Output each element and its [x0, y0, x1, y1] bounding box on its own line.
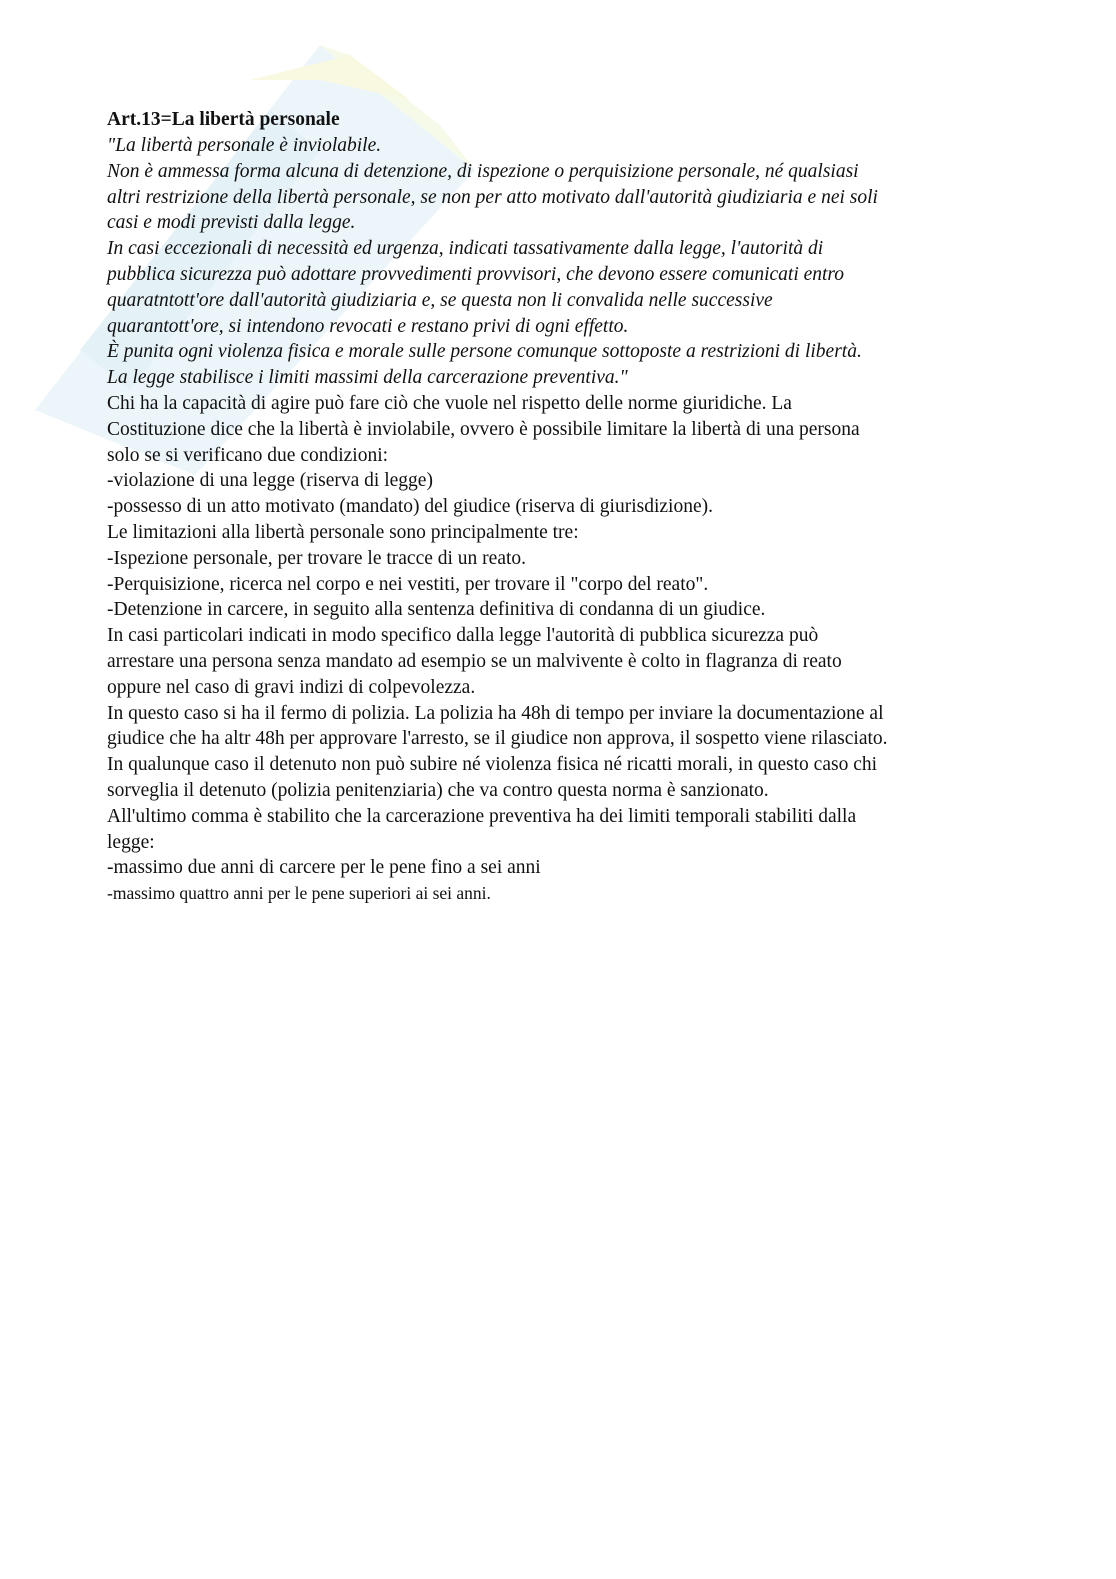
quote-line: È punita ogni violenza fisica e morale sulle persone comunque sottoposte a restrizioni di libertà.: [107, 341, 862, 363]
quote-line: La legge stabilisce i limiti massimi della carcerazione preventiva.": [107, 367, 628, 389]
quote-line: pubblica sicurezza può adottare provvedimenti provvisori, che devono essere comunicati entro: [107, 263, 845, 285]
body-line: oppure nel caso di gravi indizi di colpevolezza.: [107, 676, 476, 698]
body-line: -Ispezione personale, per trovare le tracce di un reato.: [107, 547, 527, 569]
body-line: In qualunque caso il detenuto non può subire né violenza fisica né ricatti morali, in questo caso chi: [107, 754, 878, 776]
quote-line: casi e modi previsti dalla legge.: [107, 212, 356, 234]
article-title: Art.13=La libertà personale: [107, 109, 340, 130]
constitution-quote: [107, 133, 1007, 391]
body-line: -Perquisizione, ricerca nel corpo e nei vestiti, per trovare il "corpo del reato".: [107, 573, 709, 595]
body-line: Costituzione dice che la libertà è inviolabile, ovvero è possibile limitare la libertà di una persona: [107, 418, 860, 440]
body-line: legge:: [107, 831, 155, 853]
body-line: sorveglia il detenuto (polizia penitenziaria) che va contro questa norma è sanzionato.: [107, 779, 769, 801]
body-line: In questo caso si ha il fermo di polizia. La polizia ha 48h di tempo per inviare la documentazione al: [107, 702, 884, 724]
quote-line: Non è ammessa forma alcuna di detenzione, di ispezione o perquisizione personale, né qualsiasi: [107, 160, 859, 182]
body-line: arrestare una persona senza mandato ad esempio se un malvivente è colto in flagranza di reato: [107, 650, 842, 672]
body-line: solo se si verificano due condizioni:: [107, 444, 389, 466]
body-line: -massimo due anni di carcere per le pene fino a sei anni: [107, 857, 541, 879]
quote-line: In casi eccezionali di necessità ed urgenza, indicati tassativamente dalla legge, l'autorità di: [107, 238, 824, 260]
body-line: In casi particolari indicati in modo specifico dalla legge l'autorità di pubblica sicurezza può: [107, 625, 819, 647]
document-page: [107, 107, 1007, 907]
body-line: -possesso di un atto motivato (mandato) del giudice (riserva di giurisdizione).: [107, 496, 713, 518]
body-line: Chi ha la capacità di agire può fare ciò che vuole nel rispetto delle norme giuridiche. La: [107, 392, 792, 414]
commentary-body: [107, 391, 1007, 907]
quote-line: quaratntott'ore dall'autorità giudiziaria e, se questa non li convalida nelle successive: [107, 289, 773, 311]
body-line: All'ultimo comma è stabilito che la carcerazione preventiva ha dei limiti temporali stabiliti dalla: [107, 805, 857, 827]
body-line: -Detenzione in carcere, in seguito alla sentenza definitiva di condanna di un giudice.: [107, 599, 766, 621]
body-line: -massimo quattro anni per le pene superiori ai sei anni.: [107, 883, 491, 904]
quote-line: altri restrizione della libertà personale, se non per atto motivato dall'autorità giudiziaria e nei soli: [107, 186, 878, 208]
quote-line: "La libertà personale è inviolabile.: [107, 135, 382, 156]
quote-line: quarantott'ore, si intendono revocati e restano privi di ogni effetto.: [107, 315, 629, 337]
body-line: Le limitazioni alla libertà personale sono principalmente tre:: [107, 521, 579, 543]
body-line: giudice che ha altr 48h per approvare l'arresto, se il giudice non approva, il sospetto viene rilasciato.: [107, 728, 888, 750]
body-line: -violazione di una legge (riserva di legge): [107, 470, 433, 492]
